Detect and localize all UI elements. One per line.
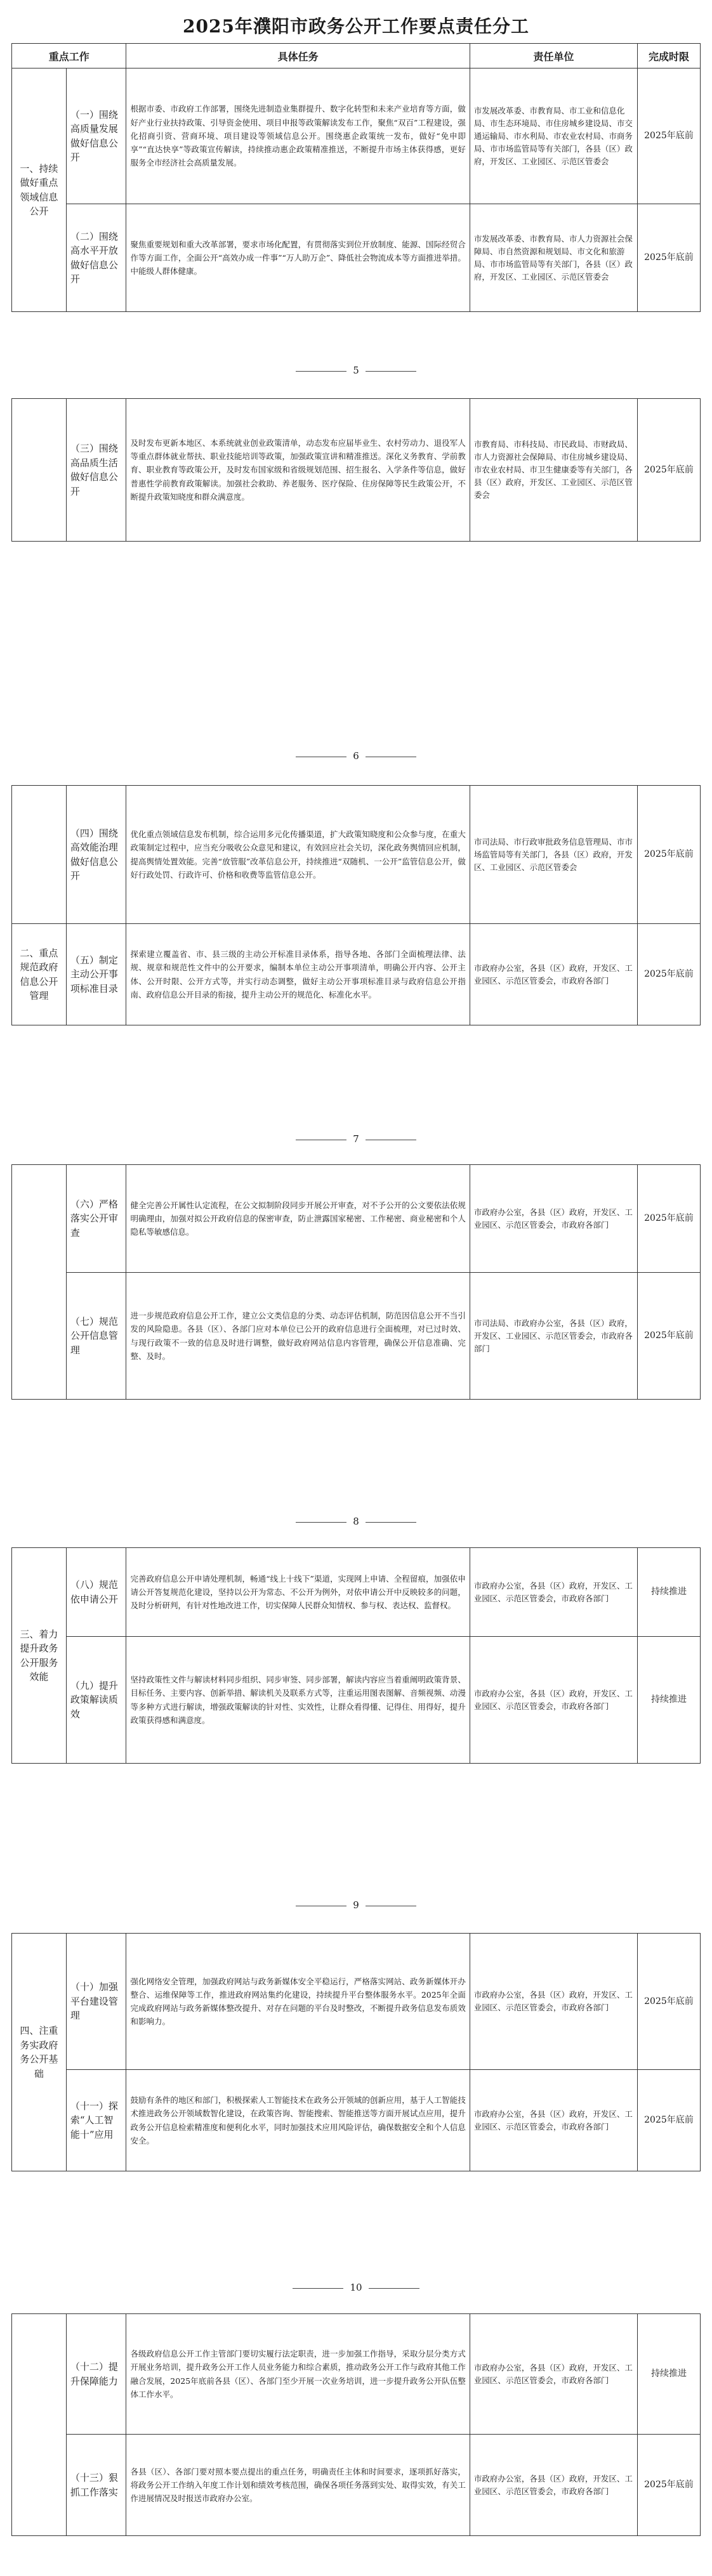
subitem-cell: （七）规范公开信息管理 xyxy=(66,1273,126,1400)
time-cell: 2025年底前 xyxy=(637,204,700,312)
page-number: 8 xyxy=(0,1516,712,1527)
time-cell: 2025年底前 xyxy=(637,786,700,924)
category-cell: 四、注重务实政府务公开基础 xyxy=(12,1934,67,2171)
category-cell: 一、持续做好重点领域信息公开 xyxy=(12,68,67,312)
page-number: 6 xyxy=(0,750,712,762)
unit-cell: 市政府办公室，各县（区）政府，开发区、工业园区、示范区管委会，市政府各部门 xyxy=(470,1637,637,1764)
time-cell: 持续推进 xyxy=(637,1637,700,1764)
table-row xyxy=(12,2314,701,2435)
page-number: 10 xyxy=(0,2282,712,2293)
unit-cell: 市政府办公室，各县（区）政府，开发区、工业园区、示范区管委会，市政府各部门 xyxy=(470,1548,637,1637)
table-row xyxy=(12,2070,701,2171)
table-row xyxy=(12,2435,701,2536)
table-page-2 xyxy=(11,398,701,542)
header-time: 完成时限 xyxy=(637,44,700,68)
table-page-5 xyxy=(11,1547,701,1764)
task-cell: 完善政府信息公开申请处理机制，畅通“线上十线下”渠道，实现网上申请、全程留痕，加强依申请公开答复规范化建设，坚持以公开为常态、不公开为例外，对依申请公开中反映较多的问题，及时分析研判，有针对性地改进工作，切实保障人民群众知情权、参与权、表达权、监督权。 xyxy=(126,1548,470,1637)
subitem-cell: （三）围绕高品质生活做好信息公开 xyxy=(66,399,126,542)
task-cell: 坚持政策性文件与解读材料同步组织、同步审签、同步部署，解读内容应当着重阐明政策背景、目标任务、主要内容、创新举措、解读机关及联系方式等，注重运用图表图解、音频视频、动漫等多种方式进行解读，增强政策解读的针对性、实效性，让群众看得懂、记得住、用得好，提升政策获得感和满意度。 xyxy=(126,1637,470,1764)
category-cell xyxy=(12,1165,67,1400)
time-cell: 2025年底前 xyxy=(637,2070,700,2171)
task-cell: 聚焦重要规划和重大改革部署，要求市场化配置，有贯彻落实到位开放制度、能源、国际经贸合作等方面工作，全面公开“高效办成一件事”“万人助万企”、降低社会物流成本等方面推进举措。中能级人群体健康。 xyxy=(126,204,470,312)
task-cell: 根据市委、市政府工作部署，围绕先进制造业集群提升、数字化转型和未来产业培育等方面，做好产业行业扶持政策、引导资金使用、项目申报等政策解读发布工作，聚焦“双百”工程建设，强化招商引资、营商环境、项目建设等领域信息公开。围绕惠企政策统一发布，做好“免申即享”“直达快享”等政策宣传解读，持续推动惠企政策精准推送，不断提升市场主体获得感，更好服务全市经济社会高质量发展。 xyxy=(126,68,470,204)
task-cell: 鼓励有条件的地区和部门，积极探索人工智能技术在政务公开领域的创新应用，基于人工智能技术推进政务公开领域数智化建设，在政策咨询、智能搜索、智能推送等方面开展试点应用，提升政务公开信息检索精准度和便利化水平，同时加强技术应用风险评估，确保数据安全和个人信息安全。 xyxy=(126,2070,470,2171)
category-cell xyxy=(12,786,67,924)
responsibility-table xyxy=(11,43,701,312)
category-cell xyxy=(12,399,67,542)
category-cell xyxy=(12,2314,67,2536)
time-cell: 持续推进 xyxy=(637,2314,700,2435)
table-row xyxy=(12,68,701,204)
table-row xyxy=(12,786,701,924)
subitem-cell: （十三）狠抓工作落实 xyxy=(66,2435,126,2536)
task-cell: 各级政府信息公开工作主管部门要切实履行法定职责，进一步加强工作指导，采取分层分类方式开展业务培训，提升政务公开工作人员业务能力和综合素质，推动政务公开工作与政府其他工作融合发展，2025年底前各县（区）、各部门至少开展一次业务培训，进一步提升政务公开队伍整体工作水平。 xyxy=(126,2314,470,2435)
table-page-4 xyxy=(11,1164,701,1400)
table-row xyxy=(12,1273,701,1400)
table-row xyxy=(12,1637,701,1764)
responsibility-table xyxy=(11,1547,701,1764)
responsibility-table xyxy=(11,398,701,542)
time-cell: 2025年底前 xyxy=(637,1273,700,1400)
unit-cell: 市发展改革委、市教育局、市工业和信息化局、市生态环境局、市住房城乡建设局、市交通运输局、市水利局、市农业农村局、市商务局、市市场监管局等有关部门，各县（区）政府，开发区、工业园区、示范区管委会 xyxy=(470,68,637,204)
responsibility-table xyxy=(11,1933,701,2171)
category-cell: 三、着力提升政务公开服务效能 xyxy=(12,1548,67,1764)
unit-cell: 市司法局、市行政审批政务信息管理局、市市场监管局等有关部门，各县（区）政府，开发区、工业园区、示范区管委会 xyxy=(470,786,637,924)
page-number: 7 xyxy=(0,1133,712,1145)
task-cell: 各县（区）、各部门要对照本要点提出的重点任务，明确责任主体和时间要求，逐项抓好落实，将政务公开工作纳入年度工作计划和绩效考核范围，确保各项任务落到实处、取得实效，有关工作进展情况及时报送市政府办公室。 xyxy=(126,2435,470,2536)
header-cat: 重点工作 xyxy=(12,44,126,68)
page-number: 9 xyxy=(0,1899,712,1911)
unit-cell: 市政府办公室，各县（区）政府，开发区、工业园区、示范区管委会，市政府各部门 xyxy=(470,2070,637,2171)
time-cell: 2025年底前 xyxy=(637,68,700,204)
time-cell: 2025年底前 xyxy=(637,1934,700,2070)
task-cell: 探索建立覆盖省、市、县三级的主动公开标准目录体系，指导各地、各部门全面梳理法律、法规、规章和规范性文件中的公开要求，编制本单位主动公开事项清单，明确公开内容、公开主体、公开时限、公开方式等，并实行动态调整，做好主动公开事项标准目录与政府信息公开指南、政府信息公开目录的衔接，提升主动公开的规范化、标准化水平。 xyxy=(126,924,470,1025)
unit-cell: 市发展改革委、市教育局、市人力资源社会保障局、市自然资源和规划局、市文化和旅游局、市市场监管局等有关部门，各县（区）政府，开发区、工业园区、示范区管委会 xyxy=(470,204,637,312)
subitem-cell: （二）围绕高水平开放做好信息公开 xyxy=(66,204,126,312)
table-row xyxy=(12,924,701,1025)
task-cell: 健全完善公开属性认定流程，在公文拟制阶段同步开展公开审查，对不予公开的公文要依法依规明确理由，加强对拟公开政府信息的保密审查，防止泄露国家秘密、工作秘密、商业秘密和个人隐私等敏感信息。 xyxy=(126,1165,470,1273)
category-cell: 二、重点规范政府信息公开管理 xyxy=(12,924,67,1025)
table-page-3 xyxy=(11,785,701,1025)
table-row xyxy=(12,399,701,542)
unit-cell: 市教育局、市科技局、市民政局、市财政局、市人力资源社会保障局、市住房城乡建设局、市农业农村局、市卫生健康委等有关部门，各县（区）政府，开发区、工业园区、示范区管委会 xyxy=(470,399,637,542)
responsibility-table xyxy=(11,2313,701,2536)
task-cell: 优化重点领域信息发布机制，综合运用多元化传播渠道，扩大政策知晓度和公众参与度，在重大政策制定过程中，应当充分吸收公众意见和建议，有效回应社会关切，深化政务舆情回应机制，提高舆情处置效能。完善“放管服”改革信息公开，持续推进“双随机、一公开”监管信息公开，做好行政处罚、行政许可、价格和收费等监管信息公开。 xyxy=(126,786,470,924)
table-row xyxy=(12,1934,701,2070)
subitem-cell: （十二）提升保障能力 xyxy=(66,2314,126,2435)
table-row xyxy=(12,204,701,312)
unit-cell: 市政府办公室，各县（区）政府，开发区、工业园区、示范区管委会，市政府各部门 xyxy=(470,1934,637,2070)
table-page-7 xyxy=(11,2313,701,2536)
table-header-row xyxy=(12,44,701,68)
unit-cell: 市政府办公室，各县（区）政府，开发区、工业园区、示范区管委会，市政府各部门 xyxy=(470,2314,637,2435)
document-title: 2025年濮阳市政务公开工作要点责任分工 xyxy=(183,16,529,37)
unit-cell: 市司法局、市政府办公室，各县（区）政府，开发区、工业园区、示范区管委会，市政府各部门 xyxy=(470,1273,637,1400)
table-row xyxy=(12,1165,701,1273)
unit-cell: 市政府办公室，各县（区）政府，开发区、工业园区、示范区管委会，市政府各部门 xyxy=(470,1165,637,1273)
table-row xyxy=(12,1548,701,1637)
header-task: 具体任务 xyxy=(126,44,470,68)
task-cell: 进一步规范政府信息公开工作，建立公文类信息的分类、动态评估机制，防范因信息公开不当引发的风险隐患。各县（区）、各部门应对本单位已公开的政府信息进行全面梳理，对已过时效、与现行政策不一致的信息及时进行调整，做好政府网站信息内容管理，确保公开信息准确、完整、及时。 xyxy=(126,1273,470,1400)
time-cell: 2025年底前 xyxy=(637,1165,700,1273)
subitem-cell: （四）围绕高效能治理做好信息公开 xyxy=(66,786,126,924)
task-cell: 强化网络安全管理，加强政府网站与政务新媒体安全平稳运行，严格落实网站、政务新媒体开办整合、运维保障等工作，推进政府网站集约化建设，持续提升平台整体服务水平。2025年全面完成政府网站与政务新媒体整改提升、对存在问题的平台及时整改，不断提升政务信息发布质效和影响力。 xyxy=(126,1934,470,2070)
subitem-cell: （十）加强平台建设管理 xyxy=(66,1934,126,2070)
time-cell: 2025年底前 xyxy=(637,2435,700,2536)
unit-cell: 市政府办公室，各县（区）政府，开发区、工业园区、示范区管委会，市政府各部门 xyxy=(470,924,637,1025)
subitem-cell: （五）制定主动公开事项标准目录 xyxy=(66,924,126,1025)
time-cell: 2025年底前 xyxy=(637,399,700,542)
subitem-cell: （九）提升政策解读质效 xyxy=(66,1637,126,1764)
responsibility-table xyxy=(11,785,701,1025)
subitem-cell: （八）规范依申请公开 xyxy=(66,1548,126,1637)
subitem-cell: （一）围绕高质量发展做好信息公开 xyxy=(66,68,126,204)
header-unit: 责任单位 xyxy=(470,44,637,68)
table-page-1 xyxy=(11,43,701,312)
table-page-6 xyxy=(11,1933,701,2171)
subitem-cell: （六）严格落实公开审查 xyxy=(66,1165,126,1273)
responsibility-table xyxy=(11,1164,701,1400)
unit-cell: 市政府办公室，各县（区）政府，开发区、工业园区、示范区管委会，市政府各部门 xyxy=(470,2435,637,2536)
time-cell: 持续推进 xyxy=(637,1548,700,1637)
task-cell: 及时发布更新本地区、本系统就业创业政策清单，动态发布应届毕业生、农村劳动力、退役军人等重点群体就业帮扶、职业技能培训等政策，加强政策宣讲和精准推送。深化义务教育、学前教育、职业教育等政策公开，及时发布国家级和省级规划范围、招生报名、入学条件等信息，做好普惠性学前教育政策解读。加强社会救助、养老服务、医疗保险、住房保障等民生政策公开，不断提升政策知晓度和群众满意度。 xyxy=(126,399,470,542)
time-cell: 2025年底前 xyxy=(637,924,700,1025)
subitem-cell: （十一）探索“人工智能十”应用 xyxy=(66,2070,126,2171)
page-number: 5 xyxy=(0,365,712,376)
